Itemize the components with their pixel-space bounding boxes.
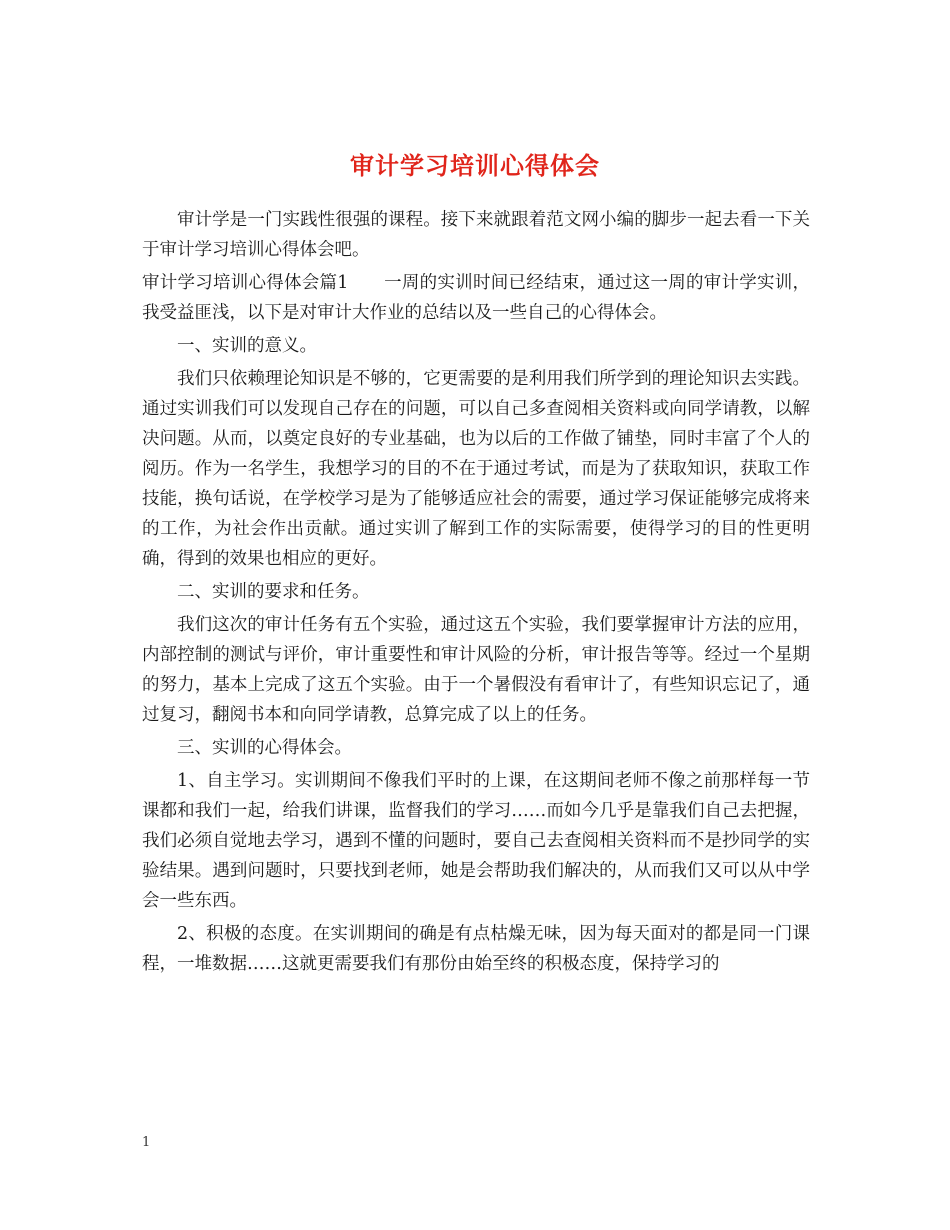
paragraph-significance: 我们只依赖理论知识是不够的，它更需要的是利用我们所学到的理论知识去实践。通过实训我们可以发现自己存在的问题，可以自己多查阅相关资料或向同学请教，以解决问题。从而，以奠定良好的专业基础，也为以后的工作做了铺垫，同时丰富了个人的阅历。作为一名学生，我想学习的目的不在于通过考试，而是为了获取知识，获取工作技能，换句话说，在学校学习是为了能够适应社会的需要，通过学习保证能够完成将来的工作，为社会作出贡献。通过实训了解到工作的实际需要，使得学习的目的性更明确，得到的效果也相应的更好。 bbox=[142, 369, 810, 569]
paragraph-intro: 审计学是一门实践性很强的课程。接下来就跟着范文网小编的脚步一起去看一下关于审计学习培训心得体会吧。 bbox=[142, 210, 810, 260]
section-heading-requirements: 二、实训的要求和任务。 bbox=[177, 582, 370, 602]
paragraph-self-study: 1、自主学习。实训期间不像我们平时的上课，在这期间老师不像之前那样每一节课都和我们一起，给我们讲课，监督我们的学习……而如今几乎是靠我们自己去把握，我们必须自觉地去学习，遇到不懂的问题时，要自己去查阅相关资料而不是抄同学的实验结果。遇到问题时，只要找到老师，她是会帮助我们解决的，从而我们又可以从中学会一些东西。 bbox=[142, 771, 810, 911]
page-number: 1 bbox=[142, 1135, 151, 1150]
document-title: 审计学习培训心得体会 bbox=[350, 151, 600, 181]
section-heading-experience: 三、实训的心得体会。 bbox=[177, 738, 352, 758]
section-heading-significance: 一、实训的意义。 bbox=[177, 336, 317, 356]
document-body bbox=[142, 205, 810, 982]
paragraph-article-1-opening: 审计学习培训心得体会篇1 一周的实训时间已经结束，通过这一周的审计学实训，我受益匪浅，以下是对审计大作业的总结以及一些自己的心得体会。 bbox=[142, 273, 810, 323]
paragraph-requirements: 我们这次的审计任务有五个实验，通过这五个实验，我们要掌握审计方法的应用，内部控制的测试与评价，审计重要性和审计风险的分析，审计报告等等。经过一个星期的努力，基本上完成了这五个实验。由于一个暑假没有看审计了，有些知识忘记了，通过复习，翻阅书本和向同学请教，总算完成了以上的任务。 bbox=[142, 615, 810, 725]
paragraph-attitude: 2、积极的态度。在实训期间的确是有点枯燥无味，因为每天面对的都是同一门课程，一堆数据……这就更需要我们有那份由始至终的积极态度，保持学习的 bbox=[142, 924, 810, 974]
